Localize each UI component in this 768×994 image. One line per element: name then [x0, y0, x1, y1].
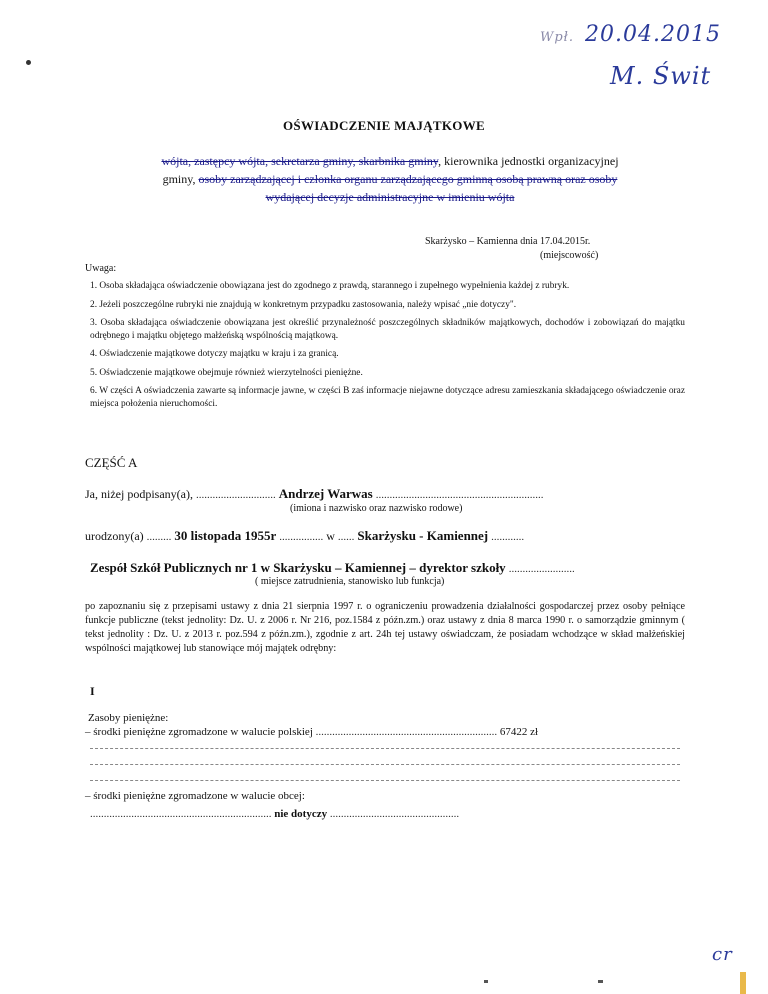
page-mark: [598, 980, 603, 983]
received-date-prefix: Wpł.: [540, 30, 575, 45]
notes-list: [90, 280, 685, 416]
dotted-filler: ........................: [508, 563, 575, 575]
part-a-heading: CZĘŚĆ A: [85, 455, 138, 470]
note-item: 1. Osoba składająca oświadczenie obowiązana jest do zgodnego z prawdą, starannego i zupełnego wypełnienia każdej z rubryk.: [90, 281, 570, 291]
dotted-filler: ................: [279, 531, 324, 543]
subtitle-struck-2: osoby zarządzającej i członka organu zarządzającego gminną osobą prawną oraz osoby: [198, 172, 618, 186]
pln-funds-label: – środki pieniężne zgromadzone w walucie polskiej: [85, 726, 313, 738]
pln-funds-line: [85, 726, 685, 738]
subtitle-struck-1: wójta, zastępcy wójta, sekretarza gminy, skarbnika gminy: [161, 154, 439, 168]
dotted-filler: ..................................................................: [315, 726, 498, 738]
note-item: 3. Osoba składająca oświadczenie obowiązana jest określić przynależność poszczególnych składników majątkowych, dochodów i zobowiązań do majątku odrębnego i majątku objętego małżeńską wspólnością majątkową.: [90, 318, 685, 341]
note-item: 4. Oświadczenie majątkowe dotyczy majątku w kraju i za granicą.: [90, 349, 339, 359]
note-item: 5. Oświadczenie majątkowe obejmuje również wierzytelności pieniężne.: [90, 367, 363, 378]
place-date: Skarżysko – Kamienna dnia 17.04.2015r.: [425, 236, 591, 247]
workplace-caption: ( miejsce zatrudnienia, stanowisko lub funkcja): [255, 576, 445, 587]
dotted-filler: ...............................................: [329, 808, 460, 820]
received-date: 20.04.2015: [585, 22, 721, 47]
handwritten-initials: M. Świt: [610, 62, 712, 90]
corner-bar-mark: [740, 972, 746, 994]
dotted-filler: ......: [337, 531, 355, 543]
name-prefix: Ja, niżej podpisany(a),: [85, 487, 193, 501]
note-item: 6. W części A oświadczenia zawarte są informacje jawne, w części B zaś informacje niejawne dotyczące adresu zamieszkania składającego oświadczenie oraz miejsca położenia nieruchomości.: [90, 386, 685, 409]
pln-funds-value: 67422 zł: [499, 726, 539, 738]
empty-line: [90, 748, 680, 749]
birth-date: 30 listopada 1955r: [174, 528, 277, 543]
page-mark: [484, 980, 488, 983]
section-heading: Zasoby pieniężne:: [88, 712, 169, 724]
workplace: Zespół Szkół Publicznych nr 1 w Skarżysku – Kamiennej – dyrektor szkoły: [90, 560, 506, 575]
empty-line: [90, 780, 680, 781]
foreign-funds-label: – środki pieniężne zgromadzone w walucie obcej:: [85, 790, 305, 802]
birth-line: [85, 528, 685, 544]
born-prefix: urodzony(a): [85, 529, 144, 543]
workplace-line: [90, 560, 690, 576]
corner-mark: cr: [712, 944, 733, 965]
document-title: OŚWIADCZENIE MAJĄTKOWE: [283, 118, 485, 133]
subtitle-prefix-2: gminy,: [162, 172, 199, 186]
document-subtitle: [90, 152, 690, 206]
notes-heading: Uwaga:: [85, 263, 117, 274]
dotted-filler: ..................................................................: [90, 808, 272, 820]
subtitle-struck-3: wydającej decyzje administracyjne w imieniu wójta: [265, 190, 515, 204]
dotted-filler: .............................: [195, 489, 276, 501]
dotted-filler: ............: [491, 531, 525, 543]
punch-hole-mark: [26, 60, 31, 65]
declarant-name: Andrzej Warwas: [278, 486, 373, 501]
place-caption: (miejscowość): [540, 250, 599, 261]
note-item: 2. Jeżeli poszczególne rubryki nie znajdują w konkretnym przypadku zastosowania, należy wpisać „nie dotyczy".: [90, 299, 517, 310]
birth-place: Skarżysku - Kamiennej: [357, 528, 489, 543]
name-caption: (imiona i nazwisko oraz nazwisko rodowe): [290, 503, 463, 514]
dotted-filler: .........: [146, 531, 172, 543]
dotted-filler: .............................................................: [375, 489, 544, 501]
foreign-funds-value: nie dotyczy: [274, 808, 328, 820]
born-w: w: [326, 529, 335, 543]
name-line: [85, 486, 680, 502]
statement-paragraph: po zapoznaniu się z przepisami ustawy z dnia 21 sierpnia 1997 r. o ograniczeniu prowadzenia działalności gospodarczej przez osoby pełniące funkcje publiczne (tekst jednolity: Dz. U. z 2006 r. Nr 216, poz.1584 z późn.zm.) oraz ustawy z dnia 8 marca 1990 r. o samorządzie gminnym ( tekst jednolity : Dz. U. z 2013 r. poz.594 z późn.zm.), zgodnie z art. 24h tej ustawy oświadczam, że posiadam wchodzące w skład małżeńskiej wspólności majątkowej lub stanowiące mój majątek odrębny:: [85, 601, 685, 654]
section-number: I: [90, 684, 95, 698]
subtitle-kept-1: , kierownika jednostki organizacyjnej: [438, 154, 619, 168]
empty-line: [90, 764, 680, 765]
foreign-funds-line: [90, 808, 680, 820]
